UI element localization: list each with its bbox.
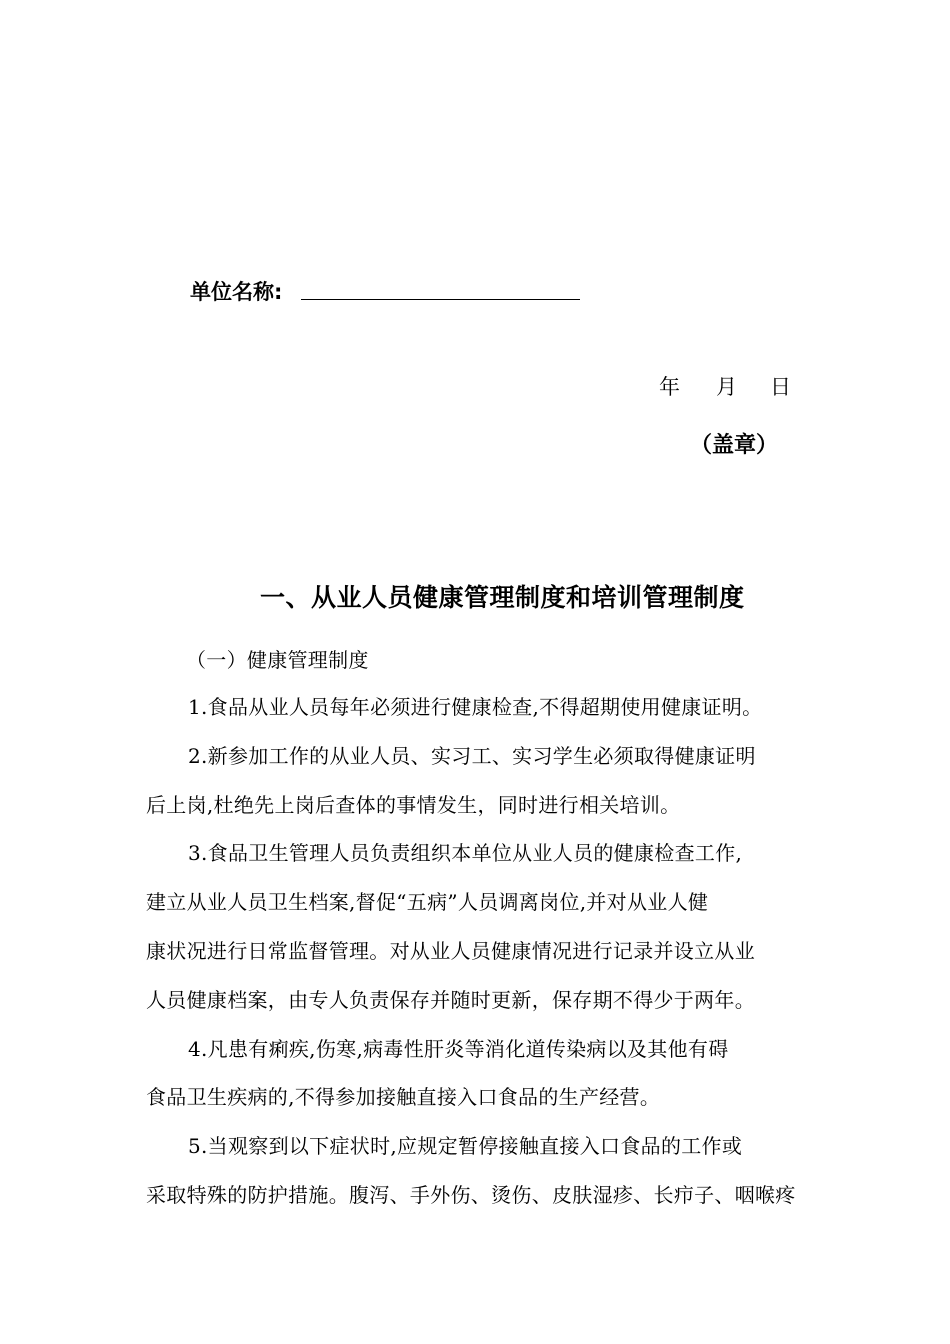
- seal-label: （盖章）: [690, 433, 779, 458]
- body-line: 2.新参加工作的从业人员、实习工、实习学生必须取得健康证明: [188, 744, 756, 768]
- section-title: 一、从业人员健康管理制度和培训管理制度: [260, 583, 745, 612]
- body-line: 1.食品从业人员每年必须进行健康检查,不得超期使用健康证明。: [188, 695, 763, 719]
- date-year-label: 年: [659, 375, 680, 399]
- body-line: 5.当观察到以下症状时,应规定暂停接触直接入口食品的工作或: [188, 1134, 743, 1158]
- body-line: 后上岗,杜绝先上岗后查体的事情发生，同时进行相关培训。: [146, 793, 681, 817]
- unit-name-label: 单位名称:: [190, 280, 283, 304]
- body-line: 食品卫生疾病的,不得参加接触直接入口食品的生产经营。: [146, 1085, 661, 1109]
- date-day-label: 日: [770, 375, 791, 399]
- date-month-label: 月: [716, 375, 737, 399]
- body-line: 3.食品卫生管理人员负责组织本单位从业人员的健康检查工作,: [188, 841, 743, 865]
- unit-name-blank-line: [301, 299, 580, 300]
- body-line: 4.凡患有痢疾,伤寒,病毒性肝炎等消化道传染病以及其他有碍: [188, 1037, 729, 1061]
- body-line: 建立从业人员卫生档案,督促“五病”人员调离岗位,并对从业人健: [146, 890, 709, 914]
- section-subtitle: （一）健康管理制度: [186, 648, 369, 672]
- body-line: 采取特殊的防护措施。腹泻、手外伤、烫伤、皮肤湿疹、长疖子、咽喉疼: [146, 1183, 796, 1207]
- body-line: 康状况进行日常监督管理。对从业人员健康情况进行记录并设立从业: [146, 939, 755, 963]
- body-line: 人员健康档案，由专人负责保存并随时更新，保存期不得少于两年。: [146, 988, 755, 1012]
